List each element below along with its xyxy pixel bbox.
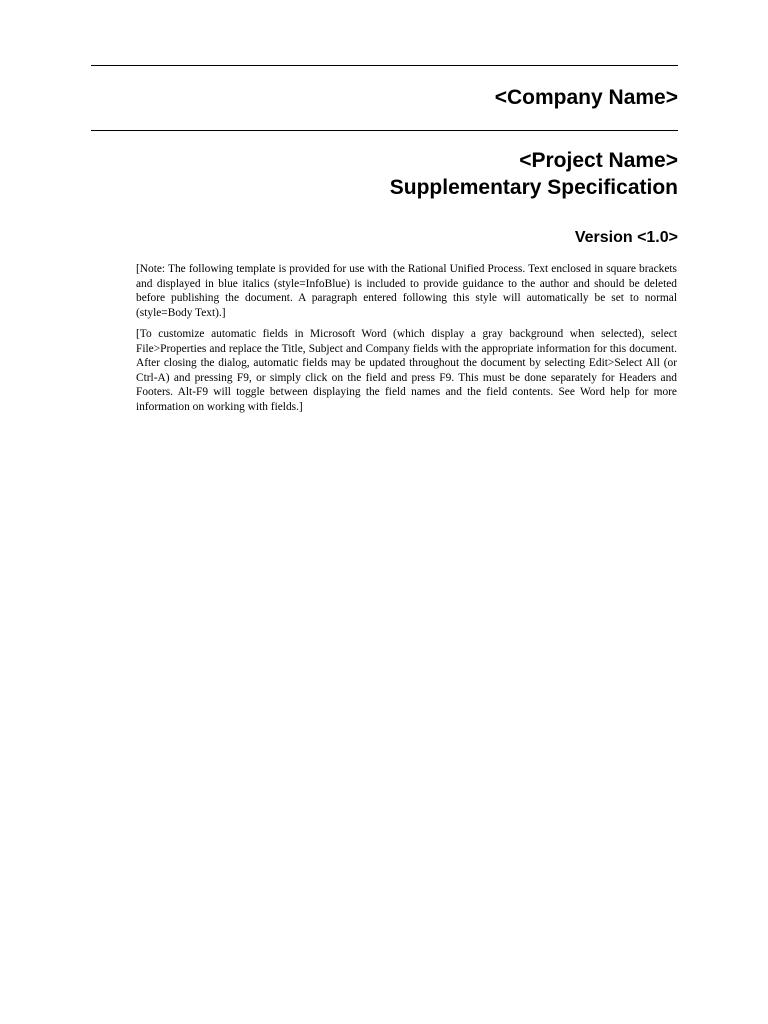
company-name: <Company Name>: [494, 86, 678, 109]
template-notes: [136, 262, 677, 421]
customize-fields-paragraph: [To customize automatic fields in Microsoft Word (which display a gray background when selected), select File>Properties and replace the Title, Subject and Company fields with the appropriate information for this document. After closing the dialog, automatic fields may be updated throughout the document by selecting Edit>Select All (or Ctrl-A) and pressing F9, or simply click on the field and press F9. This must be done separately for Headers and Footers. Alt-F9 will toggle between displaying the field names and the field contents. See Word help for more information on working with fields.]: [136, 328, 677, 413]
top-divider: [91, 65, 678, 66]
project-name: <Project Name>: [519, 149, 678, 172]
version-label: Version <1.0>: [574, 229, 678, 246]
title-block: [390, 147, 678, 201]
note-paragraph: [Note: The following template is provided for use with the Rational Unified Process. Text enclosed in square brackets and displayed in blue italics (style=InfoBlue) is included to provide guidance to the author and should be deleted before publishing the document. A paragraph entered following this style will automatically be set to normal (style=Body Text).]: [136, 263, 677, 319]
header-divider: [91, 130, 678, 131]
document-title: Supplementary Specification: [389, 176, 678, 199]
